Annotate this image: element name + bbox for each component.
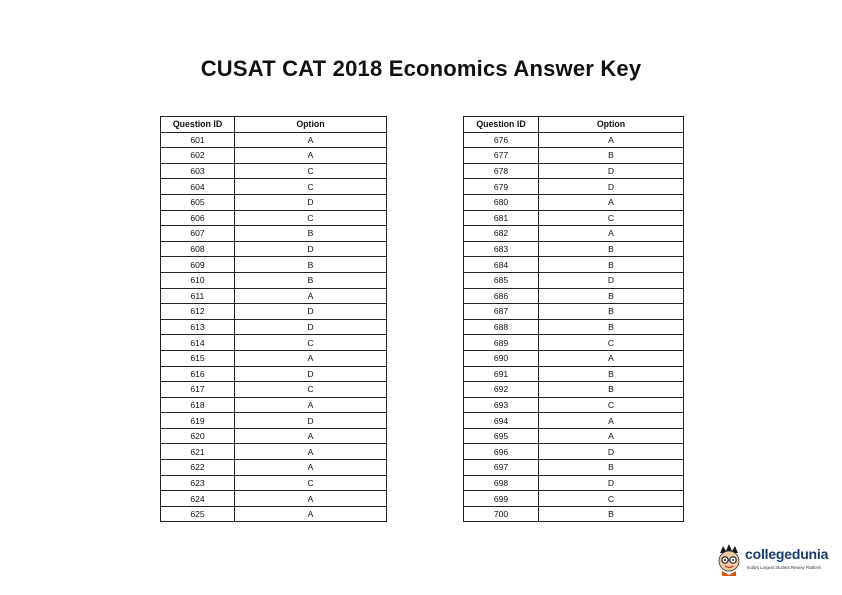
question-id-cell: 679 bbox=[464, 179, 539, 195]
option-cell: C bbox=[235, 179, 387, 195]
option-cell: C bbox=[539, 210, 684, 226]
question-id-cell: 617 bbox=[161, 382, 235, 398]
table-row bbox=[464, 179, 684, 195]
question-id-cell: 624 bbox=[161, 491, 235, 507]
option-header: Option bbox=[539, 117, 684, 133]
answer-key-table-left bbox=[160, 116, 387, 522]
question-id-cell: 625 bbox=[161, 506, 235, 522]
option-cell: A bbox=[235, 444, 387, 460]
answer-key-table-right bbox=[463, 116, 684, 522]
table-header-row bbox=[161, 117, 387, 133]
option-cell: C bbox=[235, 382, 387, 398]
option-cell: A bbox=[539, 194, 684, 210]
table-row bbox=[161, 272, 387, 288]
table-row bbox=[464, 288, 684, 304]
question-id-cell: 681 bbox=[464, 210, 539, 226]
question-id-cell: 697 bbox=[464, 460, 539, 476]
question-id-header: Question ID bbox=[161, 117, 235, 133]
option-cell: B bbox=[235, 272, 387, 288]
question-id-cell: 685 bbox=[464, 272, 539, 288]
option-cell: C bbox=[235, 210, 387, 226]
question-id-cell: 613 bbox=[161, 319, 235, 335]
table-body bbox=[161, 132, 387, 522]
option-cell: B bbox=[539, 148, 684, 164]
table-row bbox=[161, 460, 387, 476]
table-row bbox=[161, 288, 387, 304]
page-title: CUSAT CAT 2018 Economics Answer Key bbox=[200, 56, 642, 81]
table-row bbox=[161, 366, 387, 382]
question-id-cell: 683 bbox=[464, 241, 539, 257]
option-cell: A bbox=[539, 413, 684, 429]
table-row bbox=[161, 350, 387, 366]
table-row bbox=[161, 210, 387, 226]
question-id-cell: 690 bbox=[464, 350, 539, 366]
table-row bbox=[161, 226, 387, 242]
table-row bbox=[464, 226, 684, 242]
table-row bbox=[464, 428, 684, 444]
option-cell: D bbox=[235, 319, 387, 335]
table-row bbox=[161, 194, 387, 210]
option-cell: A bbox=[235, 288, 387, 304]
option-cell: D bbox=[539, 272, 684, 288]
question-id-header: Question ID bbox=[464, 117, 539, 133]
option-cell: A bbox=[235, 132, 387, 148]
question-id-cell: 689 bbox=[464, 335, 539, 351]
table-row bbox=[464, 413, 684, 429]
question-id-cell: 615 bbox=[161, 350, 235, 366]
question-id-cell: 608 bbox=[161, 241, 235, 257]
table-row bbox=[161, 319, 387, 335]
table-row bbox=[161, 132, 387, 148]
question-id-cell: 693 bbox=[464, 397, 539, 413]
table-row bbox=[161, 428, 387, 444]
question-id-cell: 618 bbox=[161, 397, 235, 413]
question-id-cell: 695 bbox=[464, 428, 539, 444]
table-row bbox=[464, 257, 684, 273]
table-row bbox=[161, 397, 387, 413]
table-body bbox=[464, 132, 684, 522]
table-row bbox=[464, 506, 684, 522]
table-row bbox=[464, 148, 684, 164]
table-row bbox=[161, 506, 387, 522]
table-row bbox=[161, 475, 387, 491]
question-id-cell: 614 bbox=[161, 335, 235, 351]
option-cell: A bbox=[235, 491, 387, 507]
table-row bbox=[161, 241, 387, 257]
table-row bbox=[464, 210, 684, 226]
question-id-cell: 699 bbox=[464, 491, 539, 507]
option-cell: B bbox=[539, 241, 684, 257]
table-row bbox=[464, 241, 684, 257]
question-id-cell: 692 bbox=[464, 382, 539, 398]
table-row bbox=[464, 460, 684, 476]
table-row bbox=[464, 335, 684, 351]
question-id-cell: 696 bbox=[464, 444, 539, 460]
table-row bbox=[464, 194, 684, 210]
table-row bbox=[161, 179, 387, 195]
option-cell: B bbox=[235, 257, 387, 273]
table-row bbox=[161, 382, 387, 398]
question-id-cell: 619 bbox=[161, 413, 235, 429]
table-row bbox=[464, 350, 684, 366]
option-cell: A bbox=[235, 350, 387, 366]
option-cell: C bbox=[539, 397, 684, 413]
table-row bbox=[161, 148, 387, 164]
option-header: Option bbox=[235, 117, 387, 133]
question-id-cell: 620 bbox=[161, 428, 235, 444]
table-row bbox=[161, 491, 387, 507]
table-row bbox=[161, 413, 387, 429]
table-row bbox=[464, 272, 684, 288]
option-cell: C bbox=[235, 335, 387, 351]
option-cell: A bbox=[539, 350, 684, 366]
option-cell: B bbox=[539, 460, 684, 476]
question-id-cell: 700 bbox=[464, 506, 539, 522]
option-cell: B bbox=[539, 288, 684, 304]
question-id-cell: 611 bbox=[161, 288, 235, 304]
option-cell: B bbox=[539, 304, 684, 320]
question-id-cell: 682 bbox=[464, 226, 539, 242]
table-row bbox=[464, 132, 684, 148]
question-id-cell: 694 bbox=[464, 413, 539, 429]
option-cell: C bbox=[235, 475, 387, 491]
question-id-cell: 623 bbox=[161, 475, 235, 491]
option-cell: A bbox=[235, 428, 387, 444]
table-header-row bbox=[464, 117, 684, 133]
option-cell: C bbox=[539, 491, 684, 507]
option-cell: B bbox=[539, 382, 684, 398]
table-row bbox=[161, 163, 387, 179]
question-id-cell: 677 bbox=[464, 148, 539, 164]
question-id-cell: 601 bbox=[161, 132, 235, 148]
table-row bbox=[464, 304, 684, 320]
option-cell: A bbox=[539, 132, 684, 148]
collegedunia-logo bbox=[714, 540, 834, 580]
question-id-cell: 680 bbox=[464, 194, 539, 210]
option-cell: D bbox=[235, 304, 387, 320]
question-id-cell: 604 bbox=[161, 179, 235, 195]
question-id-cell: 603 bbox=[161, 163, 235, 179]
table-row bbox=[464, 163, 684, 179]
question-id-cell: 609 bbox=[161, 257, 235, 273]
table-row bbox=[161, 257, 387, 273]
question-id-cell: 688 bbox=[464, 319, 539, 335]
question-id-cell: 616 bbox=[161, 366, 235, 382]
option-cell: C bbox=[539, 335, 684, 351]
option-cell: A bbox=[539, 226, 684, 242]
brand-name: collegedunia bbox=[745, 546, 829, 562]
question-id-cell: 606 bbox=[161, 210, 235, 226]
table-row bbox=[464, 397, 684, 413]
table-row bbox=[161, 335, 387, 351]
question-id-cell: 607 bbox=[161, 226, 235, 242]
option-cell: D bbox=[235, 241, 387, 257]
option-cell: D bbox=[539, 163, 684, 179]
option-cell: A bbox=[235, 397, 387, 413]
option-cell: B bbox=[539, 506, 684, 522]
option-cell: B bbox=[235, 226, 387, 242]
brand-tagline: India's Largest Student Review Platform bbox=[747, 565, 822, 570]
table-row bbox=[161, 444, 387, 460]
question-id-cell: 678 bbox=[464, 163, 539, 179]
option-cell: D bbox=[539, 475, 684, 491]
table-row bbox=[464, 491, 684, 507]
option-cell: D bbox=[235, 413, 387, 429]
option-cell: B bbox=[539, 366, 684, 382]
question-id-cell: 602 bbox=[161, 148, 235, 164]
question-id-cell: 698 bbox=[464, 475, 539, 491]
option-cell: B bbox=[539, 257, 684, 273]
question-id-cell: 622 bbox=[161, 460, 235, 476]
question-id-cell: 621 bbox=[161, 444, 235, 460]
table-row bbox=[464, 382, 684, 398]
question-id-cell: 612 bbox=[161, 304, 235, 320]
option-cell: D bbox=[235, 366, 387, 382]
table-row bbox=[464, 475, 684, 491]
table-row bbox=[161, 304, 387, 320]
option-cell: A bbox=[235, 460, 387, 476]
question-id-cell: 687 bbox=[464, 304, 539, 320]
option-cell: D bbox=[539, 179, 684, 195]
table-row bbox=[464, 444, 684, 460]
question-id-cell: 610 bbox=[161, 272, 235, 288]
option-cell: B bbox=[539, 319, 684, 335]
option-cell: D bbox=[235, 194, 387, 210]
question-id-cell: 605 bbox=[161, 194, 235, 210]
question-id-cell: 691 bbox=[464, 366, 539, 382]
option-cell: C bbox=[235, 163, 387, 179]
table-row bbox=[464, 366, 684, 382]
question-id-cell: 686 bbox=[464, 288, 539, 304]
option-cell: D bbox=[539, 444, 684, 460]
option-cell: A bbox=[539, 428, 684, 444]
option-cell: A bbox=[235, 148, 387, 164]
option-cell: A bbox=[235, 506, 387, 522]
question-id-cell: 684 bbox=[464, 257, 539, 273]
table-row bbox=[464, 319, 684, 335]
question-id-cell: 676 bbox=[464, 132, 539, 148]
mascot-icon bbox=[714, 542, 744, 576]
